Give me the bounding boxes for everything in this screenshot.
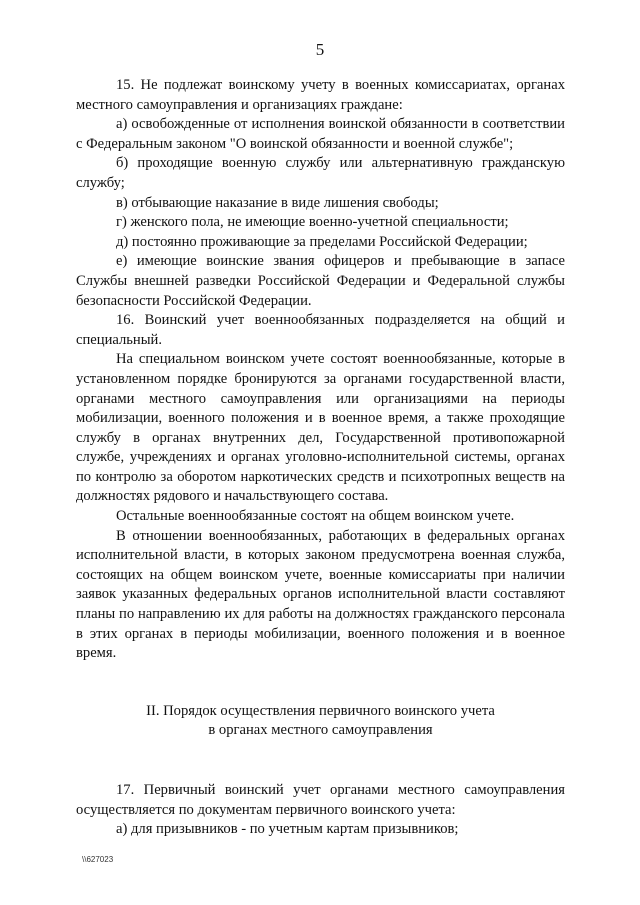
document-code: \\627023 [82,855,114,864]
paragraph-17: 17. Первичный воинский учет органами местного самоуправления осуществляется по документам первичного воинского учета: [76,782,565,818]
section-heading-line1: II. Порядок осуществления первичного воинского учета [146,702,495,719]
document-body [76,76,565,840]
paragraph-15: 15. Не подлежат воинскому учету в военных комиссариатах, органах местного самоуправления и организациях граждане: [76,77,565,113]
list-item-a-conscripts: а) для призывников - по учетным картам призывников; [116,821,459,838]
list-item-d: д) постоянно проживающие за пределами Российской Федерации; [116,233,528,250]
general-registration-paragraph: Остальные военнообязанные состоят на общем воинском учете. [116,508,515,525]
section-heading [76,702,565,741]
page-number: 5 [315,40,325,59]
section-heading-line2: в органах местного самоуправления [208,722,433,739]
list-item-b: б) проходящие военную службу или альтернативную гражданскую службу; [76,155,565,191]
list-item-g: г) женского пола, не имеющие военно-учетной специальности; [116,214,509,231]
paragraph-16: 16. Воинский учет военнообязанных подразделяется на общий и специальный. [76,312,565,348]
list-item-v: в) отбывающие наказание в виде лишения свободы; [116,194,439,211]
list-item-a: а) освобожденные от исполнения воинской обязанности в соответствии с Федеральным законом "О воинской обязанности и военной службе"; [76,116,565,152]
federal-bodies-paragraph: В отношении военнообязанных, работающих в федеральных органах исполнительной власти, в которых законом предусмотрена военная служба, состоящих на общем воинском учете, военные комиссариаты при наличии заявок указанных федеральных органов исполнительной власти составляют планы по направлению их для работы на должностях гражданского персонала в этих органах в периоды мобилизации, военного положения и в военное время. [76,527,565,662]
special-registration-paragraph: На специальном воинском учете состоят военнообязанные, которые в установленном порядке бронируются за органами государственной власти, органами местного самоуправления или организациями на периоды мобилизации, военного положения и в военное время, а также проходящие службу в органах внутренних дел, Государственной противопожарной службе, учреждениях и органах уголовно-исполнительной системы, органах по контролю за оборотом наркотических средств и психотропных веществ на должностях рядового и начальствующего состава. [76,351,565,505]
list-item-e: е) имеющие воинские звания офицеров и пребывающие в запасе Службы внешней разведки Российской Федерации и Федеральной службы безопасности Российской Федерации. [76,253,565,309]
